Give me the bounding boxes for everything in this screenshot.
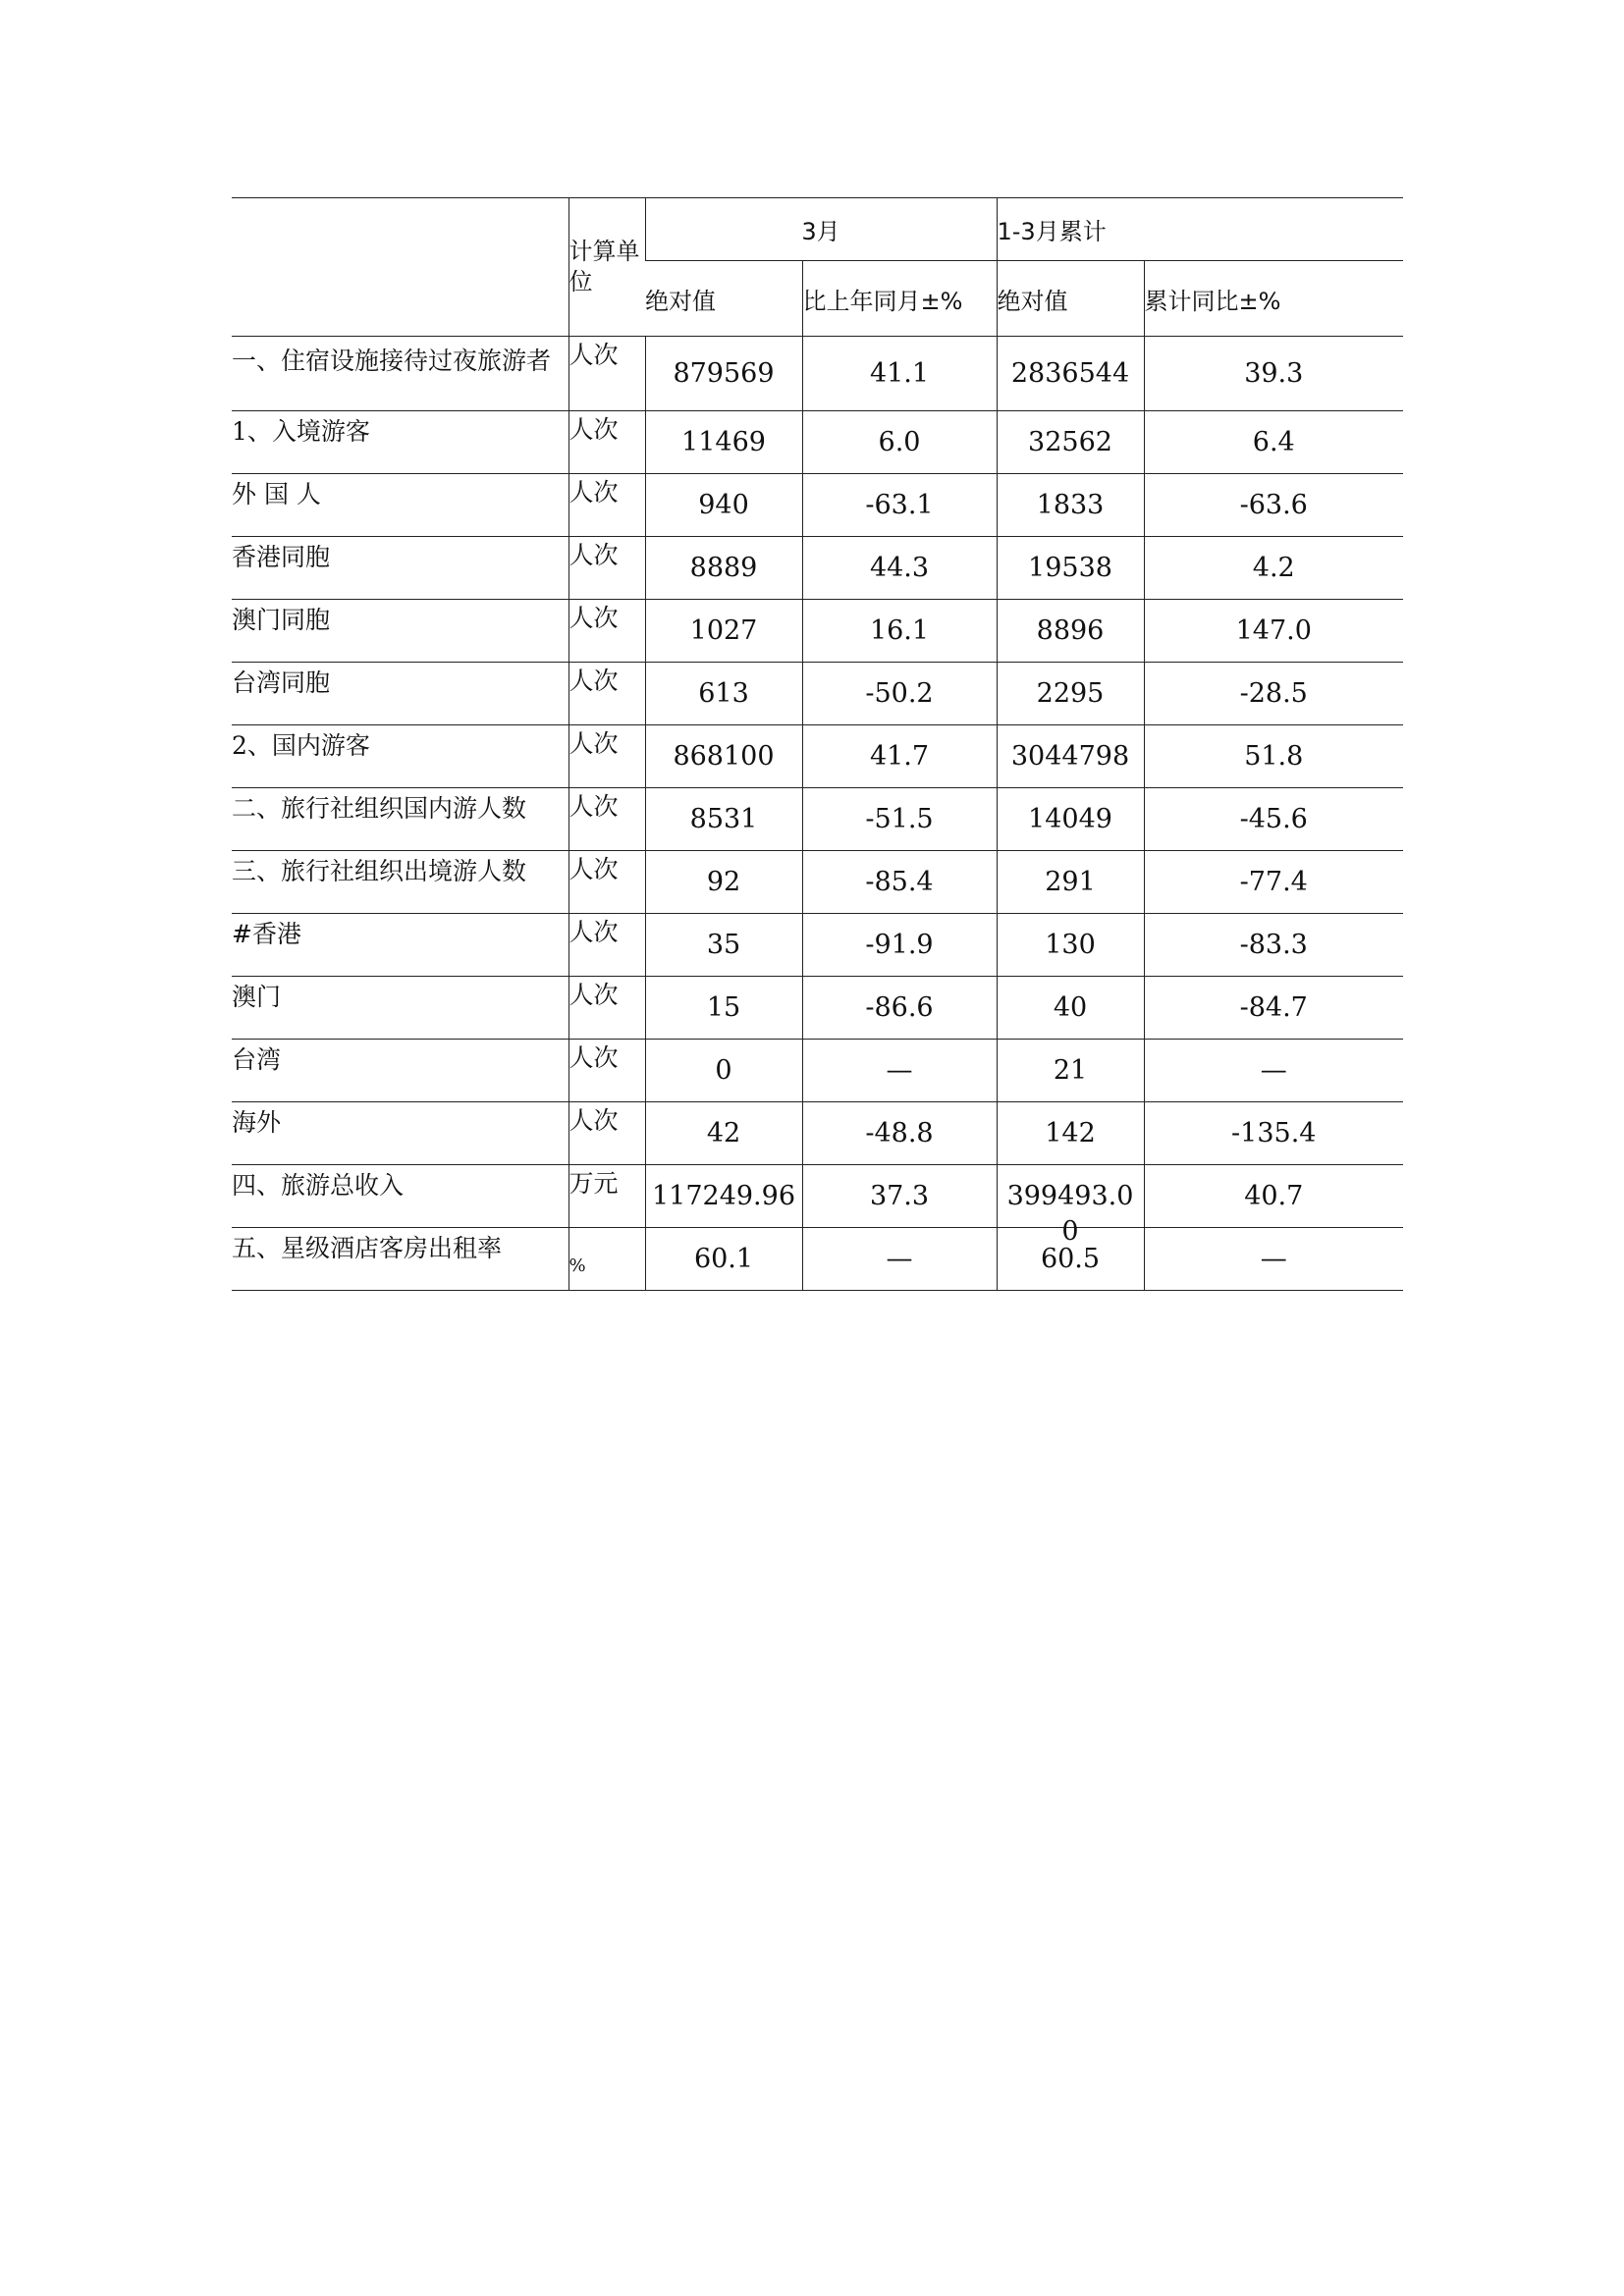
row-unit [568,914,645,977]
row-unit [568,474,645,537]
table-row [232,851,1403,914]
header-cumulative-absolute: 绝对值 [997,261,1144,337]
row-cumulative-absolute: 60.5 [997,1228,1144,1291]
row-month-absolute: 35 [645,914,802,977]
row-unit-text: 人次 [568,415,619,444]
row-cumulative-absolute: 3044798 [997,725,1144,788]
row-unit-text: 人次 [568,478,619,507]
table-row [232,788,1403,851]
row-unit-text: 人次 [568,1106,619,1135]
row-unit [568,977,645,1040]
row-month-absolute: 60.1 [645,1228,802,1291]
row-label: 澳门 [232,977,568,1040]
row-month-absolute: 42 [645,1102,802,1165]
row-unit-text: 人次 [568,541,619,569]
row-unit [568,788,645,851]
row-month-yoy: -50.2 [802,663,997,725]
row-cumulative-absolute: 291 [997,851,1144,914]
row-cumulative-yoy: 147.0 [1144,600,1403,663]
row-label: 外 国 人 [232,474,568,537]
row-unit-text: 人次 [568,667,619,695]
row-month-yoy: -51.5 [802,788,997,851]
row-label: 四、旅游总收入 [232,1165,568,1228]
row-unit-text: 人次 [568,981,619,1009]
header-cumulative-yoy: 累计同比±% [1144,261,1403,337]
row-cumulative-yoy: 40.7 [1144,1165,1403,1228]
row-month-yoy: — [802,1040,997,1102]
row-cumulative-yoy: -135.4 [1144,1102,1403,1165]
row-label: 澳门同胞 [232,600,568,663]
row-unit [568,600,645,663]
table-row [232,474,1403,537]
row-month-yoy: -85.4 [802,851,997,914]
header-month-absolute: 绝对值 [645,261,802,337]
row-month-absolute: 15 [645,977,802,1040]
row-label: 台湾 [232,1040,568,1102]
row-cumulative-yoy: 51.8 [1144,725,1403,788]
table-row [232,977,1403,1040]
header-month-group: 3月 [645,198,997,261]
row-month-absolute: 868100 [645,725,802,788]
row-month-yoy: -48.8 [802,1102,997,1165]
row-month-absolute: 613 [645,663,802,725]
row-cumulative-yoy: — [1144,1040,1403,1102]
row-unit [568,663,645,725]
row-cumulative-absolute: 19538 [997,537,1144,600]
row-cumulative-yoy: -63.6 [1144,474,1403,537]
row-unit: % [568,1228,645,1291]
row-unit [568,337,645,411]
row-cumulative-yoy: -77.4 [1144,851,1403,914]
row-month-absolute: 8889 [645,537,802,600]
header-month-yoy: 比上年同月±% [802,261,997,337]
row-cumulative-absolute: 1833 [997,474,1144,537]
row-label: 香港同胞 [232,537,568,600]
row-cumulative-yoy: — [1144,1228,1403,1291]
table-row [232,337,1403,411]
row-unit [568,1040,645,1102]
row-month-yoy: -86.6 [802,977,997,1040]
row-unit [568,725,645,788]
row-month-yoy: 16.1 [802,600,997,663]
row-cumulative-yoy: -45.6 [1144,788,1403,851]
row-month-absolute: 11469 [645,411,802,474]
row-month-yoy: 6.0 [802,411,997,474]
row-cumulative-yoy: -84.7 [1144,977,1403,1040]
row-unit [568,411,645,474]
row-unit-text: 人次 [568,792,619,821]
row-cumulative-absolute: 2836544 [997,337,1144,411]
table-row [232,1165,1403,1228]
row-label: 五、星级酒店客房出租率 [232,1228,568,1291]
table-row [232,1102,1403,1165]
table-row [232,663,1403,725]
row-unit-text: 人次 [568,855,619,883]
row-month-yoy: 44.3 [802,537,997,600]
row-label: 三、旅行社组织出境游人数 [232,851,568,914]
row-label: 台湾同胞 [232,663,568,725]
row-month-absolute: 92 [645,851,802,914]
row-cumulative-yoy: -83.3 [1144,914,1403,977]
table-row [232,914,1403,977]
row-month-yoy: -63.1 [802,474,997,537]
header-blank-cell [232,198,568,337]
row-month-absolute: 1027 [645,600,802,663]
row-cumulative-absolute: 8896 [997,600,1144,663]
row-unit [568,537,645,600]
header-unit: 计算单位 [568,198,645,337]
row-cumulative-absolute: 2295 [997,663,1144,725]
row-unit [568,1165,645,1228]
row-month-yoy: 41.7 [802,725,997,788]
row-unit-text: 万元 [568,1169,619,1198]
row-label: #香港 [232,914,568,977]
row-label: 海外 [232,1102,568,1165]
table-row [232,537,1403,600]
row-month-yoy: — [802,1228,997,1291]
row-unit-text: 人次 [568,1043,619,1072]
row-cumulative-yoy: 39.3 [1144,337,1403,411]
row-unit-text: 人次 [568,918,619,946]
row-month-absolute: 879569 [645,337,802,411]
row-label: 1、入境游客 [232,411,568,474]
row-cumulative-yoy: 6.4 [1144,411,1403,474]
row-cumulative-absolute: 32562 [997,411,1144,474]
row-cumulative-absolute: 130 [997,914,1144,977]
row-cumulative-yoy: 4.2 [1144,537,1403,600]
row-unit-text: 人次 [568,729,619,758]
table-row [232,1228,1403,1291]
row-label: 一、住宿设施接待过夜旅游者 [232,337,568,411]
row-unit [568,851,645,914]
row-cumulative-absolute: 14049 [997,788,1144,851]
row-month-yoy: 41.1 [802,337,997,411]
row-unit [568,1102,645,1165]
row-cumulative-absolute: 21 [997,1040,1144,1102]
tourism-statistics-table [232,197,1403,1291]
row-label: 2、国内游客 [232,725,568,788]
row-month-yoy: 37.3 [802,1165,997,1228]
table-row [232,600,1403,663]
table-row [232,725,1403,788]
row-month-absolute: 8531 [645,788,802,851]
row-month-yoy: -91.9 [802,914,997,977]
header-cumulative-group: 1-3月累计 [997,198,1403,261]
table-row [232,1040,1403,1102]
table-row [232,411,1403,474]
row-cumulative-absolute [997,1165,1144,1247]
row-unit-text: 人次 [568,604,619,632]
row-unit-text: 人次 [568,341,619,369]
row-label: 二、旅行社组织国内游人数 [232,788,568,851]
row-cumulative-absolute: 142 [997,1102,1144,1165]
row-month-absolute: 940 [645,474,802,537]
row-cumulative-yoy: -28.5 [1144,663,1403,725]
row-month-absolute: 117249.96 [645,1165,802,1228]
row-month-absolute: 0 [645,1040,802,1102]
row-cumulative-absolute-text: 399493.00 [1006,1181,1134,1247]
row-cumulative-absolute: 40 [997,977,1144,1040]
